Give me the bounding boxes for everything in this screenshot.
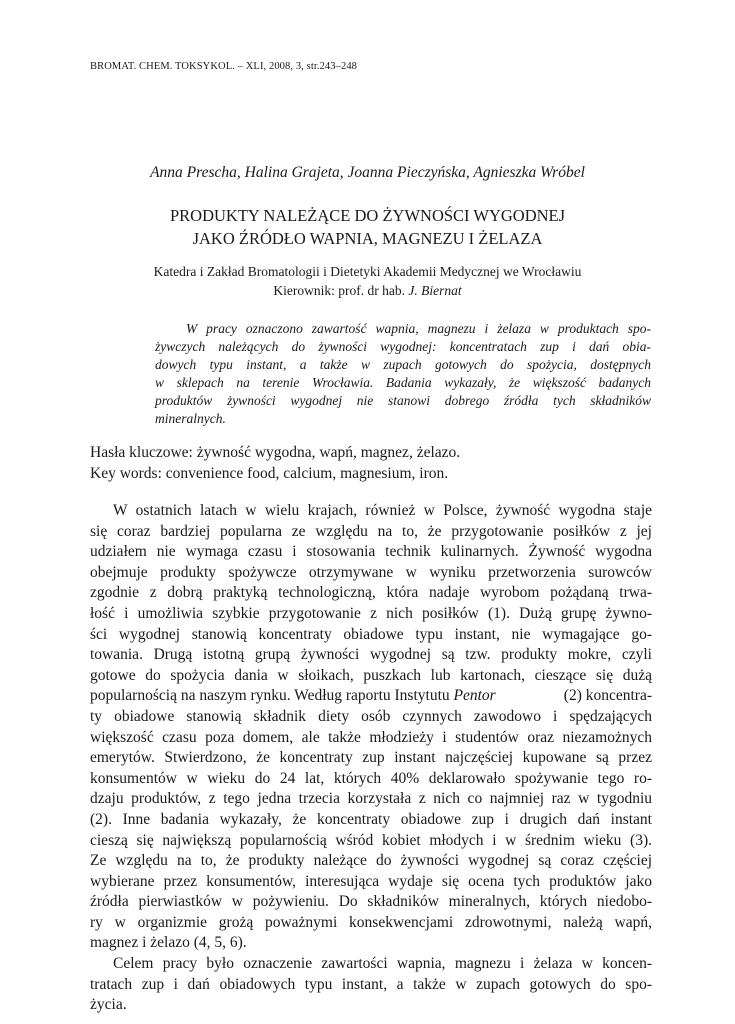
keywords-english: Key words: convenience food, calcium, magnesium, iron. xyxy=(90,464,449,482)
abstract-line: W pracy oznaczono zawartość wapnia, magnezu i żelaza w produktach spo- xyxy=(186,321,651,336)
head-name: J. Biernat xyxy=(408,283,462,298)
paragraph-line: Ze względu na to, że produkty należące do żywności wygodnej są coraz częściej xyxy=(90,852,652,870)
paragraph-line: gotowe do spożycia dania w słoikach, puszkach lub kartonach, cieszące się dużą xyxy=(90,666,652,684)
abstract-line: w sklepach na terenie Wrocławia. Badania wykazały, że większość badanych xyxy=(155,375,651,390)
paragraph-line: źródła pierwiastków w pożywieniu. Do składników mineralnych, których niedobo- xyxy=(90,893,652,911)
paragraph-line: życia. xyxy=(90,996,127,1014)
paragraph-line: wybierane przez konsumentów, interesująca wydaje się ocena tych produktów jako xyxy=(90,872,652,890)
title-line-1: PRODUKTY NALEŻĄCE DO ŻYWNOŚCI WYGODNEJ xyxy=(169,206,566,225)
abstract-line: produktów żywności wygodnej nie stanowi dobrego źródła tych składników xyxy=(155,393,651,408)
paragraph-line: dzaju produktów, z tego jedna trzecia korzystała z nich co najmniej raz w tygodniu xyxy=(90,790,652,808)
paragraph-line: ści wygodnej stanowią koncentraty obiadowe typu instant, nie wymagające go- xyxy=(90,625,652,643)
journal-citation: BROMAT. CHEM. TOKSYKOL. – XLI, 2008, 3, str.243–248 xyxy=(90,61,358,72)
paragraph-line xyxy=(90,686,652,707)
author-list: Anna Prescha, Halina Grajeta, Joanna Pieczyńska, Agnieszka Wróbel xyxy=(150,164,585,181)
head-label: Kierownik: prof. dr hab. xyxy=(273,283,409,298)
paragraph-line: się coraz bardziej popularna ze względu na to, że przygotowanie posiłków z jej xyxy=(90,522,652,540)
text-run: popularnością na naszym rynku. Według raportu Instytutu xyxy=(90,687,454,705)
affiliation xyxy=(0,262,735,300)
abstract-line: żywczych należących do żywności wygodnej: koncentratach zup i dań obia- xyxy=(155,339,651,354)
text-run: (2) koncentra- xyxy=(559,687,652,705)
paragraph-line: Celem pracy było oznaczenie zawartości wapnia, magnezu i żelaza w koncen- xyxy=(113,955,652,973)
paragraph-line: zgodnie z dobrą praktyką technologiczną, która nadaje wyrobom pożądaną trwa- xyxy=(90,584,652,602)
department-head xyxy=(0,281,735,300)
paragraph-line: obejmuje produkty spożywcze otrzymywane w wyniku przetworzenia surowców xyxy=(90,563,652,581)
paragraph-line: towania. Drugą istotną grupą żywności wygodnej są tzw. produkty mokre, czyli xyxy=(90,646,652,664)
title-line-2: JAKO ŹRÓDŁO WAPNIA, MAGNEZU I ŻELAZA xyxy=(192,229,543,248)
paragraph-line: konsumentów w wieku do 24 lat, których 40% deklarowało spożywanie tego ro- xyxy=(90,769,652,787)
paragraph-line: magnez i żelazo (4, 5, 6). xyxy=(90,934,247,952)
paragraph-line: W ostatnich latach w wielu krajach, również w Polsce, żywność wygodna staje xyxy=(113,502,652,519)
body-text xyxy=(90,501,652,1016)
paragraph-line: ty obiadowe stanowią składnik diety osób czynnych zawodowo i spędzających xyxy=(90,707,652,725)
paragraph-line: łość i umożliwia szybkie przygotowanie z nich posiłków (1). Dużą grupę żywno- xyxy=(90,604,652,622)
keywords-polish: Hasła kluczowe: żywność wygodna, wapń, magnez, żelazo. xyxy=(90,444,461,461)
abstract-line: dowych typu instant, a także w zupach gotowych do spożycia, dostępnych xyxy=(155,357,651,372)
paragraph-line: większość czasu poza domem, ale także młodzieży i studentów oraz niezamożnych xyxy=(90,728,652,746)
paragraph-line: (2). Inne badania wykazały, że koncentraty obiadowe zup i drugich dań instant xyxy=(90,810,652,828)
keywords xyxy=(90,443,460,484)
paragraph-line: tratach zup i dań obiadowych typu instant, a także w zupach gotowych do spo- xyxy=(90,975,652,993)
institute-name: Pentor xyxy=(453,687,496,705)
article-title xyxy=(0,204,735,250)
abstract xyxy=(155,320,651,428)
paragraph-line: udziałem nie wymaga czasu i stosowania technik kulinarnych. Żywność wygodna xyxy=(90,543,652,561)
abstract-line: mineralnych. xyxy=(155,411,226,426)
paragraph-line: cieszą się największą popularnością wśród kobiet młodych i w średnim wieku (3). xyxy=(90,831,652,849)
department-name: Katedra i Zakład Bromatologii i Dietetyki Akademii Medycznej we Wrocławiu xyxy=(153,264,582,279)
paragraph-line: ry w organizmie grożą poważnymi konsekwencjami zdrowotnymi, należą wapń, xyxy=(90,913,652,931)
paragraph-line: emerytów. Stwierdzono, że koncentraty zup instant najczęściej kupowane są przez xyxy=(90,749,652,767)
